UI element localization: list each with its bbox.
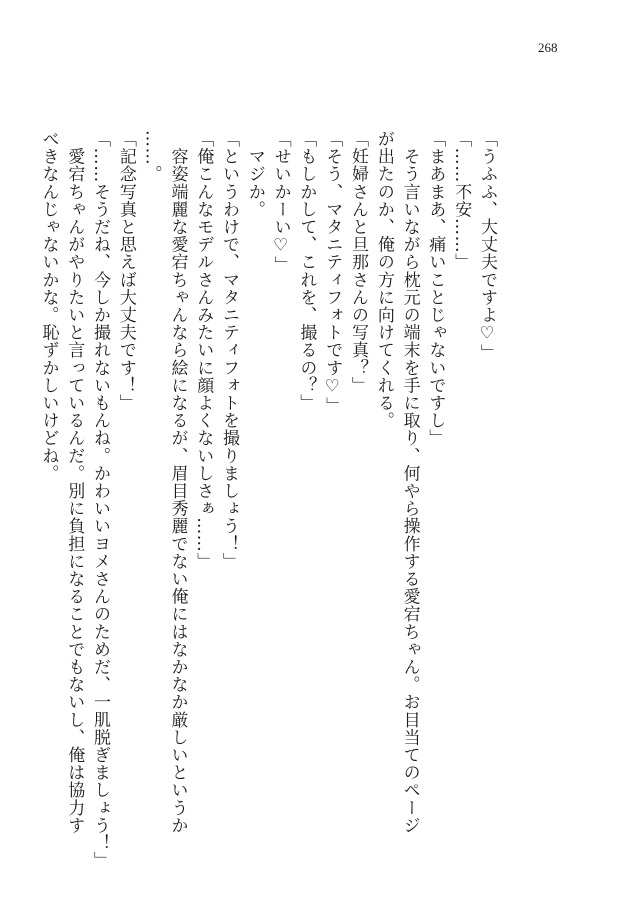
text-line: 「妊婦さんと旦那さんの写真？」: [348, 130, 369, 394]
text-line: 「そう、マタニティフォトです♡」: [322, 130, 343, 415]
text-line: 「もしかして、これを、撮るの？」: [296, 130, 317, 412]
text-line: 「というわけで、マタニティフォトを撮りましょう！」: [219, 130, 240, 570]
text-line: が出たのか、俺の方に向けてくれる。: [373, 130, 394, 430]
text-line: べきなんじゃないかな。恥ずかしいけどね。: [38, 130, 59, 482]
text-line: マジか。: [244, 130, 265, 218]
text-line: 「……そうだね、今しか撮れないもんね。かわいいヨメさんのためだ、一肌脱ぎましょう！」: [90, 130, 111, 870]
text-line: 「せいかーい♡」: [270, 130, 291, 274]
vertical-text-body: [38, 130, 499, 870]
text-line: 「記念写真と思えば大丈夫です！」: [115, 130, 136, 412]
text-line: そう言いながら枕元の端末を手に取り、何やら操作する愛宕ちゃん。お目当てのページ: [399, 130, 420, 834]
text-line: 愛宕ちゃんがやりたいと言っているんだ。別に負担になることでもないし、俺は協力す: [64, 130, 85, 834]
page-number: 268: [538, 40, 558, 55]
text-line: 容姿端麗な愛宕ちゃんなら絵になるが、眉目秀麗でない俺にはなかなか厳しいというか: [167, 130, 188, 834]
text-line: 「俺こんなモデルさんみたいに顔よくないしさぁ……」: [193, 130, 214, 570]
text-line: ……。: [141, 130, 162, 183]
text-line: 「まあまあ、痛いことじゃないですし」: [425, 130, 446, 447]
text-line: 「うふふ、大丈夫ですよ♡」: [477, 130, 497, 362]
text-line: 「……不安……」: [451, 130, 472, 271]
